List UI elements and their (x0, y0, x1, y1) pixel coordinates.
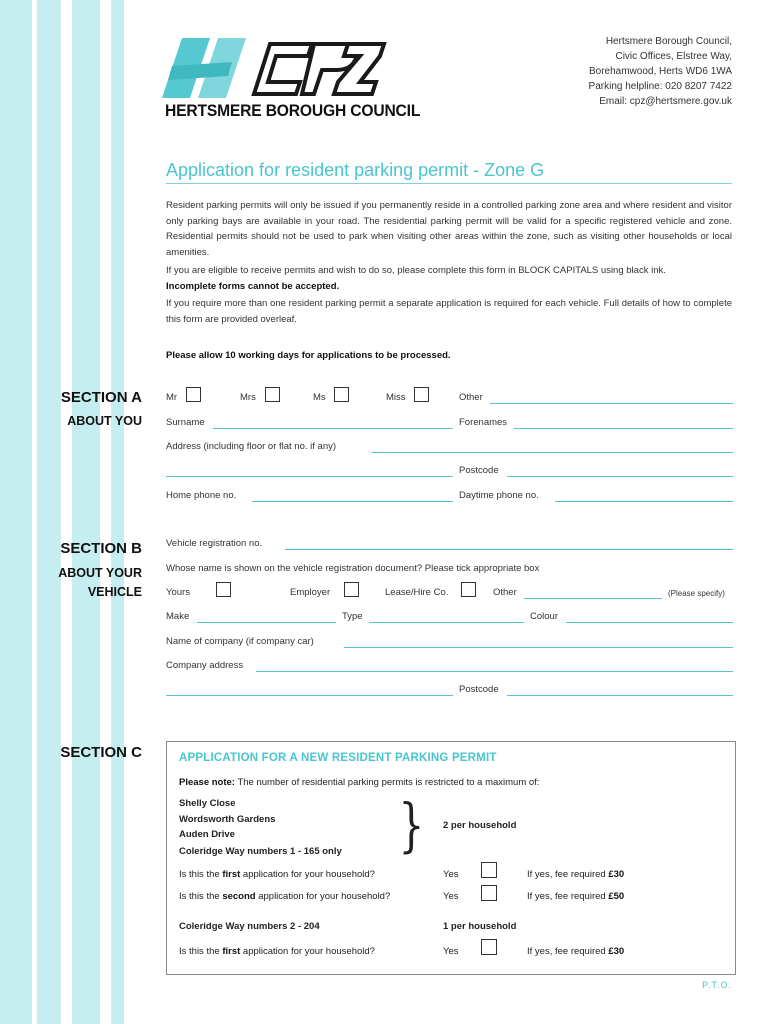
type-label: Type (342, 611, 363, 622)
company-postcode-field[interactable] (507, 695, 733, 696)
fee-first-group-2 (527, 946, 624, 957)
note-label: Please note: (179, 777, 235, 788)
address-field-2[interactable] (166, 476, 453, 477)
section-a-heading: SECTION A (60, 389, 142, 406)
owner-employer-checkbox[interactable] (344, 582, 359, 597)
section-b-subheading-1: ABOUT YOUR (58, 566, 142, 580)
fee-text: If yes, fee required (527, 946, 609, 957)
company-name-field[interactable] (344, 647, 733, 648)
title-mrs-checkbox[interactable] (265, 387, 280, 402)
owner-other-label: Other (493, 587, 517, 598)
fee-second-group-1 (527, 891, 624, 902)
question-emphasis: first (222, 869, 241, 880)
background-stripe (37, 0, 61, 1024)
street-shelly-close: Shelly Close (179, 798, 236, 809)
title-rule (166, 183, 732, 184)
fee-amount: £50 (608, 891, 625, 902)
background-stripe (72, 0, 100, 1024)
address-line: Parking helpline: 020 8207 7422 (588, 81, 732, 92)
company-name-label: Name of company (if company car) (166, 636, 314, 647)
daytime-phone-label: Daytime phone no. (459, 490, 539, 501)
question-emphasis: second (222, 891, 256, 902)
question-first-group-2 (179, 946, 375, 957)
grouping-brace: } (398, 791, 425, 859)
question-suffix: application for your household? (240, 869, 375, 880)
question-emphasis: first (222, 946, 241, 957)
title-miss-checkbox[interactable] (414, 387, 429, 402)
title-ms-label: Ms (313, 392, 326, 403)
street-coleridge-way-2-204: Coleridge Way numbers 2 - 204 (179, 921, 320, 932)
title-ms-checkbox[interactable] (334, 387, 349, 402)
title-other-field[interactable] (490, 403, 733, 404)
intro-instruction: If you are eligible to receive permits and wish to do so, please complete this form in BLOCK CAPITALS using black ink. (166, 265, 666, 276)
page-title: Application for resident parking permit - Zone G (166, 160, 545, 180)
yes-label: Yes (443, 891, 459, 902)
title-other-label: Other (459, 392, 483, 403)
owner-yours-label: Yours (166, 587, 190, 598)
hcpz-logo (162, 36, 387, 100)
intro-warning: Incomplete forms cannot be accepted. (166, 280, 340, 292)
address-line: Hertsmere Borough Council, (605, 36, 732, 47)
question-first-group-1 (179, 869, 375, 880)
section-c-heading: SECTION C (60, 744, 142, 761)
address-line: Civic Offices, Elstree Way, (615, 51, 732, 62)
fee-text: If yes, fee required (527, 891, 609, 902)
section-b-subheading-2: VEHICLE (87, 585, 142, 599)
colour-field[interactable] (566, 622, 733, 623)
owner-yours-checkbox[interactable] (216, 582, 231, 597)
note-text: The number of residential parking permits is restricted to a maximum of: (237, 777, 540, 788)
postcode-field[interactable] (507, 476, 733, 477)
background-stripe (111, 0, 124, 1024)
intro-paragraph-2 (166, 263, 732, 294)
yes-first-group-2-checkbox[interactable] (481, 939, 497, 955)
fee-text: If yes, fee required (527, 869, 609, 880)
surname-field[interactable] (213, 428, 453, 429)
section-b-heading: SECTION B (60, 540, 142, 557)
question-second-group-1 (179, 891, 390, 902)
owner-lease-checkbox[interactable] (461, 582, 476, 597)
street-auden-drive: Auden Drive (179, 829, 235, 840)
yes-label: Yes (443, 869, 459, 880)
street-wordsworth-gardens: Wordsworth Gardens (179, 814, 276, 825)
address-label: Address (including floor or flat no. if any) (166, 441, 337, 452)
vehicle-reg-field[interactable] (285, 549, 733, 550)
make-label: Make (166, 611, 190, 622)
company-address-field-2[interactable] (166, 695, 453, 696)
yes-first-group-1-checkbox[interactable] (481, 862, 497, 878)
question-suffix: application for your household? (255, 891, 391, 902)
address-line: Borehamwood, Herts WD6 1WA (588, 66, 732, 77)
council-address (589, 34, 732, 109)
company-address-label: Company address (166, 660, 244, 671)
title-miss-label: Miss (386, 392, 406, 403)
please-specify-label: (Please specify) (668, 589, 725, 598)
background-stripe (0, 0, 32, 1024)
question-prefix: Is this the (179, 946, 223, 957)
forenames-field[interactable] (514, 428, 733, 429)
fee-first-group-1 (527, 869, 624, 880)
allowance-one: 1 per household (443, 921, 517, 932)
surname-label: Surname (166, 417, 205, 428)
restriction-note (179, 777, 539, 788)
question-prefix: Is this the (179, 869, 223, 880)
owner-employer-label: Employer (290, 587, 331, 598)
council-name: HERTSMERE BOROUGH COUNCIL (165, 101, 421, 120)
vehicle-reg-label: Vehicle registration no. (166, 538, 263, 549)
street-coleridge-way-1-165: Coleridge Way numbers 1 - 165 only (179, 846, 342, 857)
fee-amount: £30 (608, 946, 625, 957)
daytime-phone-field[interactable] (555, 501, 733, 502)
title-mr-label: Mr (166, 392, 178, 403)
make-field[interactable] (197, 622, 336, 623)
yes-label: Yes (443, 946, 459, 957)
owner-lease-label: Lease/Hire Co. (385, 587, 449, 598)
home-phone-label: Home phone no. (166, 490, 237, 501)
colour-label: Colour (530, 611, 558, 622)
new-permit-title: APPLICATION FOR A NEW RESIDENT PARKING PERMIT (179, 752, 497, 764)
company-address-field-1[interactable] (256, 671, 733, 672)
intro-paragraph-1: Resident parking permits will only be issued if you permanently reside in a controlled parking zone area and where resident and visitor only parking bays are available in your road. The residential parking permit will be valid for a specific registered vehicle and zone. Residential permits should not be used to park when visiting other areas within the zone, such as visiting other households or local amenities. (166, 200, 732, 258)
allowance-two: 2 per household (443, 820, 517, 831)
intro-paragraph-3: If you require more than one resident parking permit a separate application is required for each vehicle. Full details of how to complete this form are provided overleaf. (166, 298, 732, 325)
whose-name-question: Whose name is shown on the vehicle registration document? Please tick appropriate box (166, 563, 540, 574)
fee-amount: £30 (608, 869, 625, 880)
postcode-label: Postcode (459, 465, 499, 476)
page-turn-over: P.T.O. (702, 980, 732, 990)
forenames-label: Forenames (459, 417, 508, 428)
question-suffix: application for your household? (240, 946, 375, 957)
title-mr-checkbox[interactable] (186, 387, 201, 402)
processing-notice: Please allow 10 working days for applications to be processed. (166, 350, 451, 361)
address-field-1[interactable] (372, 452, 733, 453)
question-prefix: Is this the (179, 891, 223, 902)
home-phone-field[interactable] (252, 501, 453, 502)
owner-other-field[interactable] (524, 598, 662, 599)
company-postcode-label: Postcode (459, 684, 499, 695)
title-mrs-label: Mrs (240, 392, 256, 403)
section-a-subheading: ABOUT YOU (67, 414, 142, 428)
type-field[interactable] (369, 622, 524, 623)
address-line: Email: cpz@hertsmere.gov.uk (599, 96, 732, 107)
yes-second-group-1-checkbox[interactable] (481, 885, 497, 901)
